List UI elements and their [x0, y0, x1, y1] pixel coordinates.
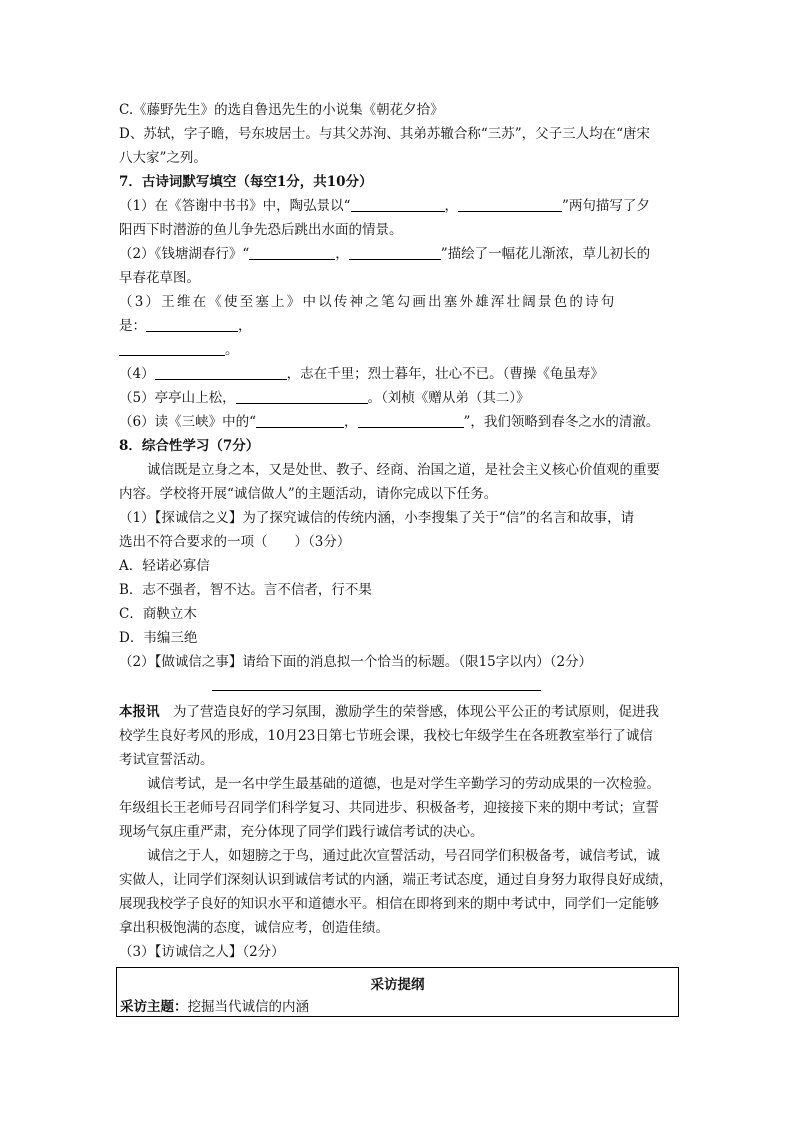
news-para-1-text: 为了营造良好的学习氛围，激励学生的荣誉感，体现公平公正的考试原则，促进我: [159, 704, 659, 720]
q7-item-6: [119, 413, 659, 431]
blank[interactable]: [155, 365, 287, 380]
q7-item-5: [119, 389, 530, 407]
news-para-3-line-3: 展现我校学子良好的知识水平和道德水平。相信在即将到来的期中考试中，同学们一定能够: [119, 896, 659, 912]
option-a: A．轻诺必寡信: [119, 558, 210, 574]
q8-sub-1-cont: 选出不符合要求的一项（ ）（3分）: [119, 534, 351, 550]
blank[interactable]: [458, 197, 562, 212]
q7-3-text-d: 。: [225, 342, 239, 358]
news-tag: 本报讯: [119, 704, 160, 720]
q7-item-3: （3）王维在《使至塞上》中以传神之笔勾画出塞外雄浑壮阔景色的诗句: [119, 294, 617, 310]
blank[interactable]: [146, 317, 238, 332]
q7-3-text-c: ，: [238, 318, 252, 334]
q7-2-text-c: ”描绘了一幅花儿渐浓，草儿初长的: [440, 246, 651, 262]
q7-2-text-a: （2）《钱塘湖春行》“: [119, 246, 250, 262]
headline-blank[interactable]: [212, 690, 541, 691]
blank[interactable]: [256, 413, 344, 428]
news-para-1-line-2: 校学生良好考风的形成，10月23日第七节班会课，我校七年级学生在各班教室举行了诚信: [119, 728, 653, 744]
q8-intro-cont: 内容。学校将开展“诚信做人”的主题活动，请你完成以下任务。: [119, 486, 498, 502]
interview-outline-box: [116, 967, 679, 1017]
q7-6-text-c: ”，我们领略到春冬之水的清澈。: [463, 414, 660, 430]
news-para-1: [119, 703, 659, 721]
blank[interactable]: [249, 245, 335, 260]
line-option-d-cont: 八大家”之列。: [119, 150, 207, 166]
q8-sub-2: （2）【做诚信之事】请给下面的消息拟一个恰当的标题。（限15字以内）（2分）: [119, 654, 593, 670]
question-7-heading: 7．古诗词默写填空（每空1分，共10分）: [119, 174, 373, 190]
blank[interactable]: [349, 245, 441, 260]
q7-2-text-b: ，: [335, 246, 349, 262]
news-para-2-line-2: 年级组长王老师号召同学们科学复习、共同进步、积极备考，迎接接下来的期中考试；宣誓: [119, 800, 659, 816]
q8-sub-1: （1）【探诚信之义】为了探究诚信的传统内涵，小李搜集了关于“信”的名言和故事，请: [119, 510, 635, 526]
blank[interactable]: [236, 389, 368, 404]
blank[interactable]: [358, 413, 464, 428]
option-d: D．韦编三绝: [119, 630, 198, 646]
q7-item-2: [119, 245, 650, 263]
q7-6-text-a: （6）读《三峡》中的“: [119, 414, 256, 430]
q7-1-text-c: ”两句描写了夕: [562, 198, 650, 214]
news-para-3-line-4: 拿出积极饱满的态度，诚信应考，创造佳绩。: [119, 920, 389, 936]
option-b: B．志不强者，智不达。言不信者，行不果: [119, 582, 372, 598]
q7-3-text-b: 是：: [119, 318, 146, 334]
line-option-d: D、苏轼，字子瞻，号东坡居士。与其父苏洵、其弟苏辙合称“三苏”，父子三人均在“唐宋: [119, 126, 651, 142]
q7-1-text-b: ，: [444, 198, 458, 214]
q8-sub-3: （3）【访诚信之人】（2分）: [119, 944, 285, 960]
q7-item-1: [119, 197, 650, 215]
q7-4-text-b: ，志在千里；烈士暮年，壮心不已。（曹操《龟虽寿》: [286, 366, 604, 382]
q7-item-2-cont: 早春花草图。: [119, 270, 200, 286]
blank[interactable]: [119, 341, 225, 356]
interview-outline-title: 采访提纲: [370, 977, 425, 993]
q7-item-3-cont: [119, 317, 252, 335]
q7-5-text-b: 。（刘桢《赠从弟（其二）》: [367, 390, 530, 406]
q7-4-text-a: （4）: [119, 366, 155, 382]
option-c: C．商鞅立木: [119, 606, 197, 622]
news-para-2: 诚信考试，是一名中学生最基础的道德，也是对学生辛勤学习的劳动成果的一次检验。: [147, 776, 660, 792]
news-para-3: 诚信之于人，如翅膀之于鸟，通过此次宣誓活动，号召同学们积极备考，诚信考试，诚: [147, 848, 660, 864]
q7-6-text-b: ，: [344, 414, 358, 430]
news-para-2-line-3: 现场气氛庄重严肃，充分体现了同学们践行诚信考试的决心。: [119, 824, 484, 840]
q7-item-3-cont2: [119, 341, 239, 359]
interview-topic-label: 采访主题：: [120, 999, 188, 1015]
q8-intro: 诚信既是立身之本，又是处世、教子、经商、治国之道，是社会主义核心价值观的重要: [147, 462, 660, 478]
question-8-heading: 8．综合性学习（7分）: [119, 438, 260, 454]
interview-topic-value: 挖掘当代诚信的内涵: [187, 999, 309, 1015]
news-para-1-line-3: 考试宣誓活动。: [119, 752, 214, 768]
interview-topic-row: [120, 998, 309, 1016]
q7-1-text-a: （1）在《答谢中书书》中，陶弘景以“: [119, 198, 351, 214]
blank[interactable]: [351, 197, 445, 212]
news-para-3-line-2: 实做人，让同学们深刻认识到诚信考试的内涵，端正考试态度，通过自身努力取得良好成绩，: [119, 872, 673, 888]
line-option-c: C.《藤野先生》的选自鲁迅先生的小说集《朝花夕拾》: [119, 102, 444, 118]
q7-item-1-cont: 阳西下时潜游的鱼儿争先恐后跳出水面的情景。: [119, 222, 403, 238]
q7-item-4: [119, 365, 604, 383]
q7-5-text-a: （5）亭亭山上松，: [119, 390, 236, 406]
